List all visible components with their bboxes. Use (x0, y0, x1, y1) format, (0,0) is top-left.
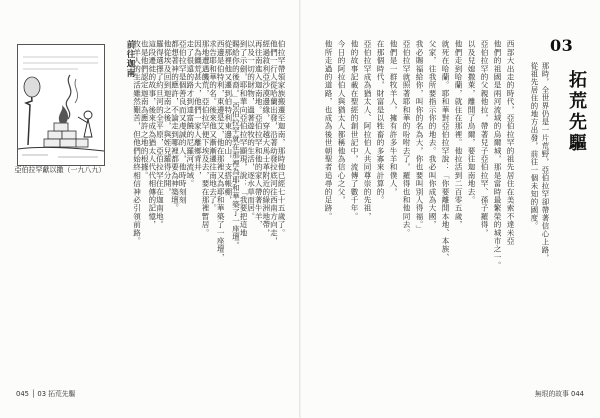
text-column: 經過敘利亞沙漠邊緣，穿越大馬士革附近的綠洲地帶， (261, 40, 271, 237)
page-gutter (299, 0, 301, 418)
text-column: 在那個時代，財富是以牲畜的多寡來計算的。 (376, 40, 385, 204)
text-column: 亞伯拉罕就照著耶和華的吩咐去了，羅得也和他同去。 (402, 40, 411, 237)
chapter-title: 拓荒先驅 (566, 70, 587, 154)
text-column: 走了很遠的路才到達富饒的尼羅河流域。 (185, 40, 195, 188)
text-column: 也是他們認定迦南為應許之地的根據。 (140, 40, 150, 180)
text-column: 他們是一群牧羊人，擁有許多牛羊和僕人， (389, 40, 398, 196)
text-column: 父家，往我所要指示你的地去。我必叫你成為大國， (428, 40, 437, 229)
text-column: 西部大出走的時代，亞伯拉罕的祖先居住在美索不達米亞 (506, 40, 515, 245)
text-column: 亞伯拉罕是個善良而又虔誠的人，他時時刻刻 (178, 40, 188, 204)
left-folio: 045 │ 03 拓荒先驅 (16, 390, 76, 398)
chapter-subtitle-line: 從祖先居住的地方出發，前往一個未知的國度。 (530, 62, 539, 230)
text-column: 他從埃及回到迦南之後，與姪兒羅得分開， (163, 40, 172, 196)
text-column: 以及兒媳撒萊，離開了烏爾，要往迦南地去。 (467, 40, 476, 204)
text-column: 以及一切的財物，過著遊牧的生活，逐水草而居。 (246, 40, 256, 221)
figure-caption: 亞伯拉罕獻以撒（一九八九） (14, 166, 106, 174)
text-column: 羅得選擇了約旦河的全平原，亞伯拉罕住在迦南地。 (155, 40, 165, 229)
chapter-subtitle-line: 那時，全世界仍是一片荒野，亞伯拉罕卻帶著信心上路， (541, 62, 550, 262)
altar-fire-illustration-icon (17, 44, 105, 166)
text-column: 亞伯拉罕的父親他拉，帶著兒子亞伯拉罕、孫子羅得， (480, 40, 489, 237)
text-column: 他所走過的道路，也成為後世朝聖者追尋的足跡。 (324, 40, 333, 221)
right-folio: 無垠的故事 044 (534, 390, 584, 398)
text-column: 他的故事記載在聖經的創世記中，流傳了數千年。 (350, 40, 359, 221)
text-column: 他們的祖國是兩河流域的烏爾城，那是當時最繁榮的城市之一。 (493, 40, 502, 270)
text-column: 他們走到哈蘭，就住在那裡。他拉活到二百零五歲， (454, 40, 463, 229)
text-column: 因為饑荒甚大，他們一家人離鄉背井， (193, 40, 203, 180)
text-column: 他們一行人從哈蘭出發，沿著幼發拉底河往西南方向走， (269, 40, 279, 245)
chapter-number: 03 (550, 36, 574, 55)
text-column: 這段遷徙的故事，後來成為猶太人代代相傳的記憶， (147, 40, 157, 229)
text-column: 伯拉罕帶領家族搬遷至迦南，那時他已經七十五歲了。 (277, 40, 286, 237)
text-column: 求告耶和華的名。後來他又漸漸遷往南地去了。 (208, 40, 218, 213)
text-column: 我必賜福給你，叫你的名為大，你也要叫別人得福。」 (415, 40, 424, 233)
text-column: 那地遭遇饑荒，亞伯拉罕便下埃及去，要在那裡暫居。 (201, 40, 210, 237)
section-heading: 前往迦南 (125, 40, 135, 78)
text-column: 都想著神的應許，不論走到哪裡都要為神築壇。 (170, 40, 180, 213)
text-column: 從那裡他又遷到伯特利東邊的山，支搭帳棚， (223, 40, 233, 204)
text-column: 今日的阿拉伯人與猶太人都稱他為信心之父， (337, 40, 346, 204)
text-column: 就死在哈蘭。耶和華對亞伯拉罕說：「你要離開本地、本族、 (441, 40, 450, 262)
altar-fire-svg (18, 45, 104, 165)
text-column: 賜給你的後裔。」亞伯拉罕就在那裡為耶和華築了一座壇。 (231, 40, 241, 250)
text-column: 牧羊人的生活雖然艱苦，但他們始終相信神必引領前路。 (132, 40, 142, 245)
text-column: 亞伯拉罕成為猶太人、阿拉伯人共同尊崇的先祖， (363, 40, 372, 221)
text-column: 西邊是伯特利，東邊是艾，他在那裡又為耶和華築了一座壇， (216, 40, 226, 262)
text-column: 到了示劍，耶和華向亞伯拉罕顯現，說：「我要把這地 (239, 40, 248, 237)
text-column: 再往南進入迦南地。亞伯拉罕和他的家人帶著牛羊， (254, 40, 264, 229)
